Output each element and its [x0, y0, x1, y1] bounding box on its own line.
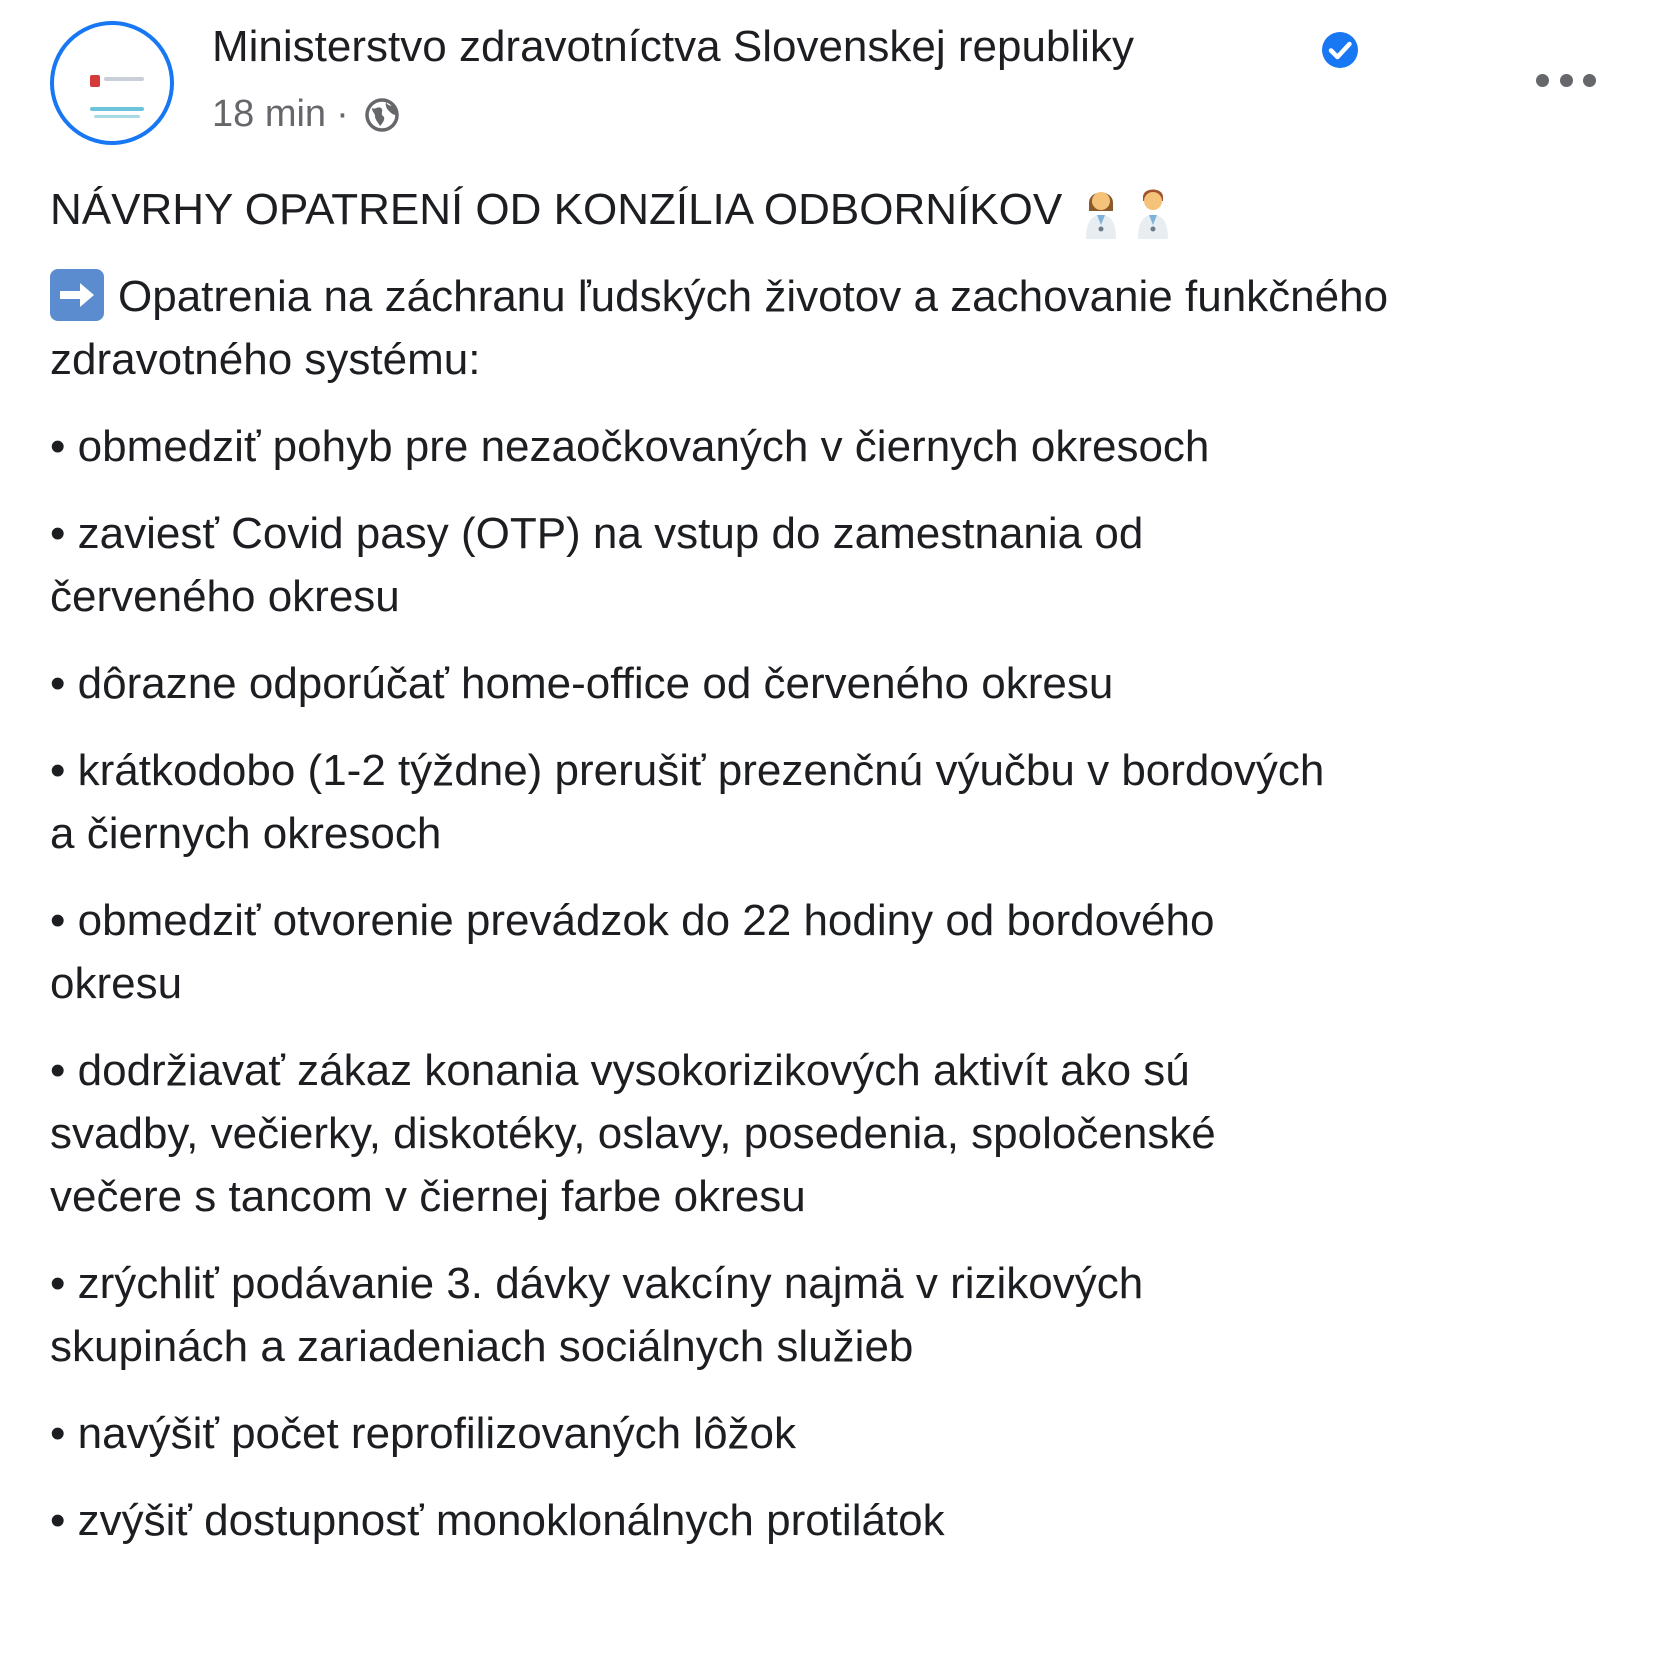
- post-body: [50, 178, 1610, 1576]
- list-item: • zaviesť Covid pasy (OTP) na vstup do zamestnania od červeného okresu: [50, 509, 1144, 621]
- post-timestamp[interactable]: 18 min: [212, 93, 327, 135]
- list-item: • navýšiť počet reprofilizovaných lôžok: [50, 1409, 797, 1458]
- intro-paragraph: [50, 265, 1610, 391]
- meta-separator: ·: [336, 93, 349, 135]
- intro-text: Opatrenia na záchranu ľudských životov a zachovanie funkčného zdravotného systému:: [50, 272, 1389, 384]
- right-arrow-emoji-icon: [50, 269, 104, 321]
- verified-badge-icon: [1320, 30, 1360, 70]
- list-item: • krátkodobo (1-2 týždne) prerušiť prezenčnú výučbu v bordových a čiernych okresoch: [50, 746, 1325, 858]
- flag-icon: [90, 75, 100, 87]
- globe-icon[interactable]: [363, 96, 401, 134]
- post-meta: [212, 93, 401, 136]
- list-item: • obmedziť otvorenie prevádzok do 22 hodiny od bordového okresu: [50, 896, 1215, 1008]
- list-item: • zrýchliť podávanie 3. dávky vakcíny najmä v rizikových skupinách a zariadeniach sociálnych služieb: [50, 1259, 1144, 1371]
- page-name-link[interactable]: Ministerstvo zdravotníctva Slovenskej republiky: [212, 22, 1134, 71]
- list-item: • zvýšiť dostupnosť monoklonálnych protilátok: [50, 1496, 945, 1545]
- list-item: • dôrazne odporúčať home-office od červeného okresu: [50, 659, 1114, 708]
- man-health-worker-icon: [1134, 181, 1172, 239]
- page-avatar[interactable]: [50, 21, 174, 145]
- list-item: • dodržiavať zákaz konania vysokorizikových aktivít ako sú svadby, večierky, diskotéky, oslavy, posedenia, spoločenské večere s tancom v čiernej farbe okresu: [50, 1046, 1216, 1221]
- more-options-icon[interactable]: [1536, 62, 1596, 98]
- heading-text: NÁVRHY OPATRENÍ OD KONZÍLIA ODBORNÍKOV: [50, 185, 1063, 234]
- woman-health-worker-icon: [1082, 181, 1120, 239]
- post-heading: [50, 178, 1610, 241]
- list-item: • obmedziť pohyb pre nezaočkovaných v čiernych okresoch: [50, 422, 1210, 471]
